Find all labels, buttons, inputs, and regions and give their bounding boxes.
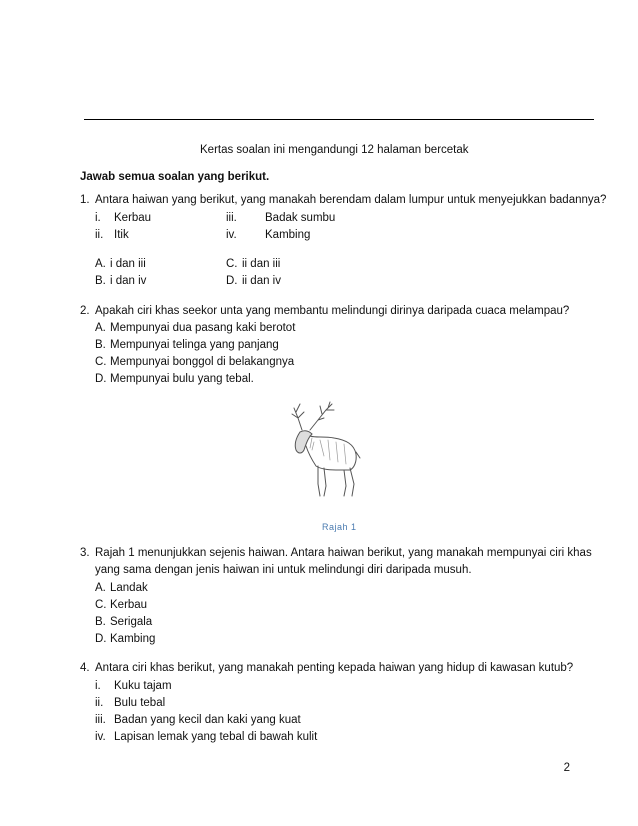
q1-option-letter: A. xyxy=(95,258,106,270)
figure-caption: Rajah 1 xyxy=(322,522,357,532)
q3-option-text: Kerbau xyxy=(110,599,148,611)
q4-item-roman: ii. xyxy=(95,697,104,709)
q1-item-label: Kerbau xyxy=(114,212,152,224)
q1-item-roman: iii. xyxy=(226,212,237,224)
q4-text: Antara ciri khas berikut, yang manakah penting kepada haiwan yang hidup di kawasan kutub? xyxy=(95,662,574,674)
q1-text: Antara haiwan yang berikut, yang manakah berendam dalam lumpur untuk menyejukkan badannya? xyxy=(95,194,607,206)
q4-item-roman: iv. xyxy=(95,731,106,743)
q3-text-line2: yang sama dengan jenis haiwan ini untuk melindungi diri daripada musuh. xyxy=(95,564,472,576)
q4-item-text: Bulu tebal xyxy=(114,697,166,709)
q4-item-text: Lapisan lemak yang tebal di bawah kulit xyxy=(114,731,318,743)
q1-item-roman: iv. xyxy=(226,229,237,241)
q3-option-letter: D. xyxy=(95,633,107,645)
q1-option-text: ii dan iii xyxy=(242,258,281,270)
q2-text: Apakah ciri khas seekor unta yang membantu melindungi dirinya daripada cuaca melampau? xyxy=(95,305,570,317)
q1-item-label: Badak sumbu xyxy=(265,212,336,224)
q3-option-text: Landak xyxy=(110,582,148,594)
q3-text-line1: Rajah 1 menunjukkan sejenis haiwan. Antara haiwan berikut, yang manakah mempunyai ciri khas xyxy=(95,547,592,559)
deer-illustration xyxy=(284,400,364,500)
q4-number: 4. xyxy=(80,662,90,674)
q4-item-text: Kuku tajam xyxy=(114,680,172,692)
q3-option-text: Kambing xyxy=(110,633,156,645)
q2-option-letter: B. xyxy=(95,339,106,351)
q1-item-label: Itik xyxy=(114,229,129,241)
q2-number: 2. xyxy=(80,305,90,317)
q4-item-text: Badan yang kecil dan kaki yang kuat xyxy=(114,714,301,726)
q1-option-text: ii dan iv xyxy=(242,275,281,287)
instruction: Jawab semua soalan yang berikut. xyxy=(80,171,270,183)
q2-option-letter: C. xyxy=(95,356,107,368)
q4-item-roman: iii. xyxy=(95,714,106,726)
q1-option-letter: B. xyxy=(95,275,106,287)
q1-option-text: i dan iii xyxy=(110,258,146,270)
q1-option-letter: C. xyxy=(226,258,238,270)
q1-item-roman: i. xyxy=(95,212,101,224)
q2-option-text: Mempunyai dua pasang kaki berotot xyxy=(110,322,296,334)
page-number: 2 xyxy=(563,762,570,774)
header-rule xyxy=(84,119,594,120)
q2-option-letter: A. xyxy=(95,322,106,334)
q2-option-text: Mempunyai bonggol di belakangnya xyxy=(110,356,295,368)
q1-item-label: Kambing xyxy=(265,229,311,241)
q1-option-letter: D. xyxy=(226,275,238,287)
q1-number: 1. xyxy=(80,194,90,206)
q3-number: 3. xyxy=(80,547,90,559)
q4-item-roman: i. xyxy=(95,680,101,692)
page-count-note: Kertas soalan ini mengandungi 12 halaman bercetak xyxy=(200,144,469,156)
q3-option-letter: B. xyxy=(95,616,106,628)
q1-item-roman: ii. xyxy=(95,229,104,241)
q2-option-text: Mempunyai telinga yang panjang xyxy=(110,339,279,351)
q3-option-text: Serigala xyxy=(110,616,153,628)
q3-option-letter: A. xyxy=(95,582,106,594)
q2-option-letter: D. xyxy=(95,373,107,385)
q2-option-text: Mempunyai bulu yang tebal. xyxy=(110,373,254,385)
q1-option-text: i dan iv xyxy=(110,275,147,287)
q3-option-letter: C. xyxy=(95,599,107,611)
